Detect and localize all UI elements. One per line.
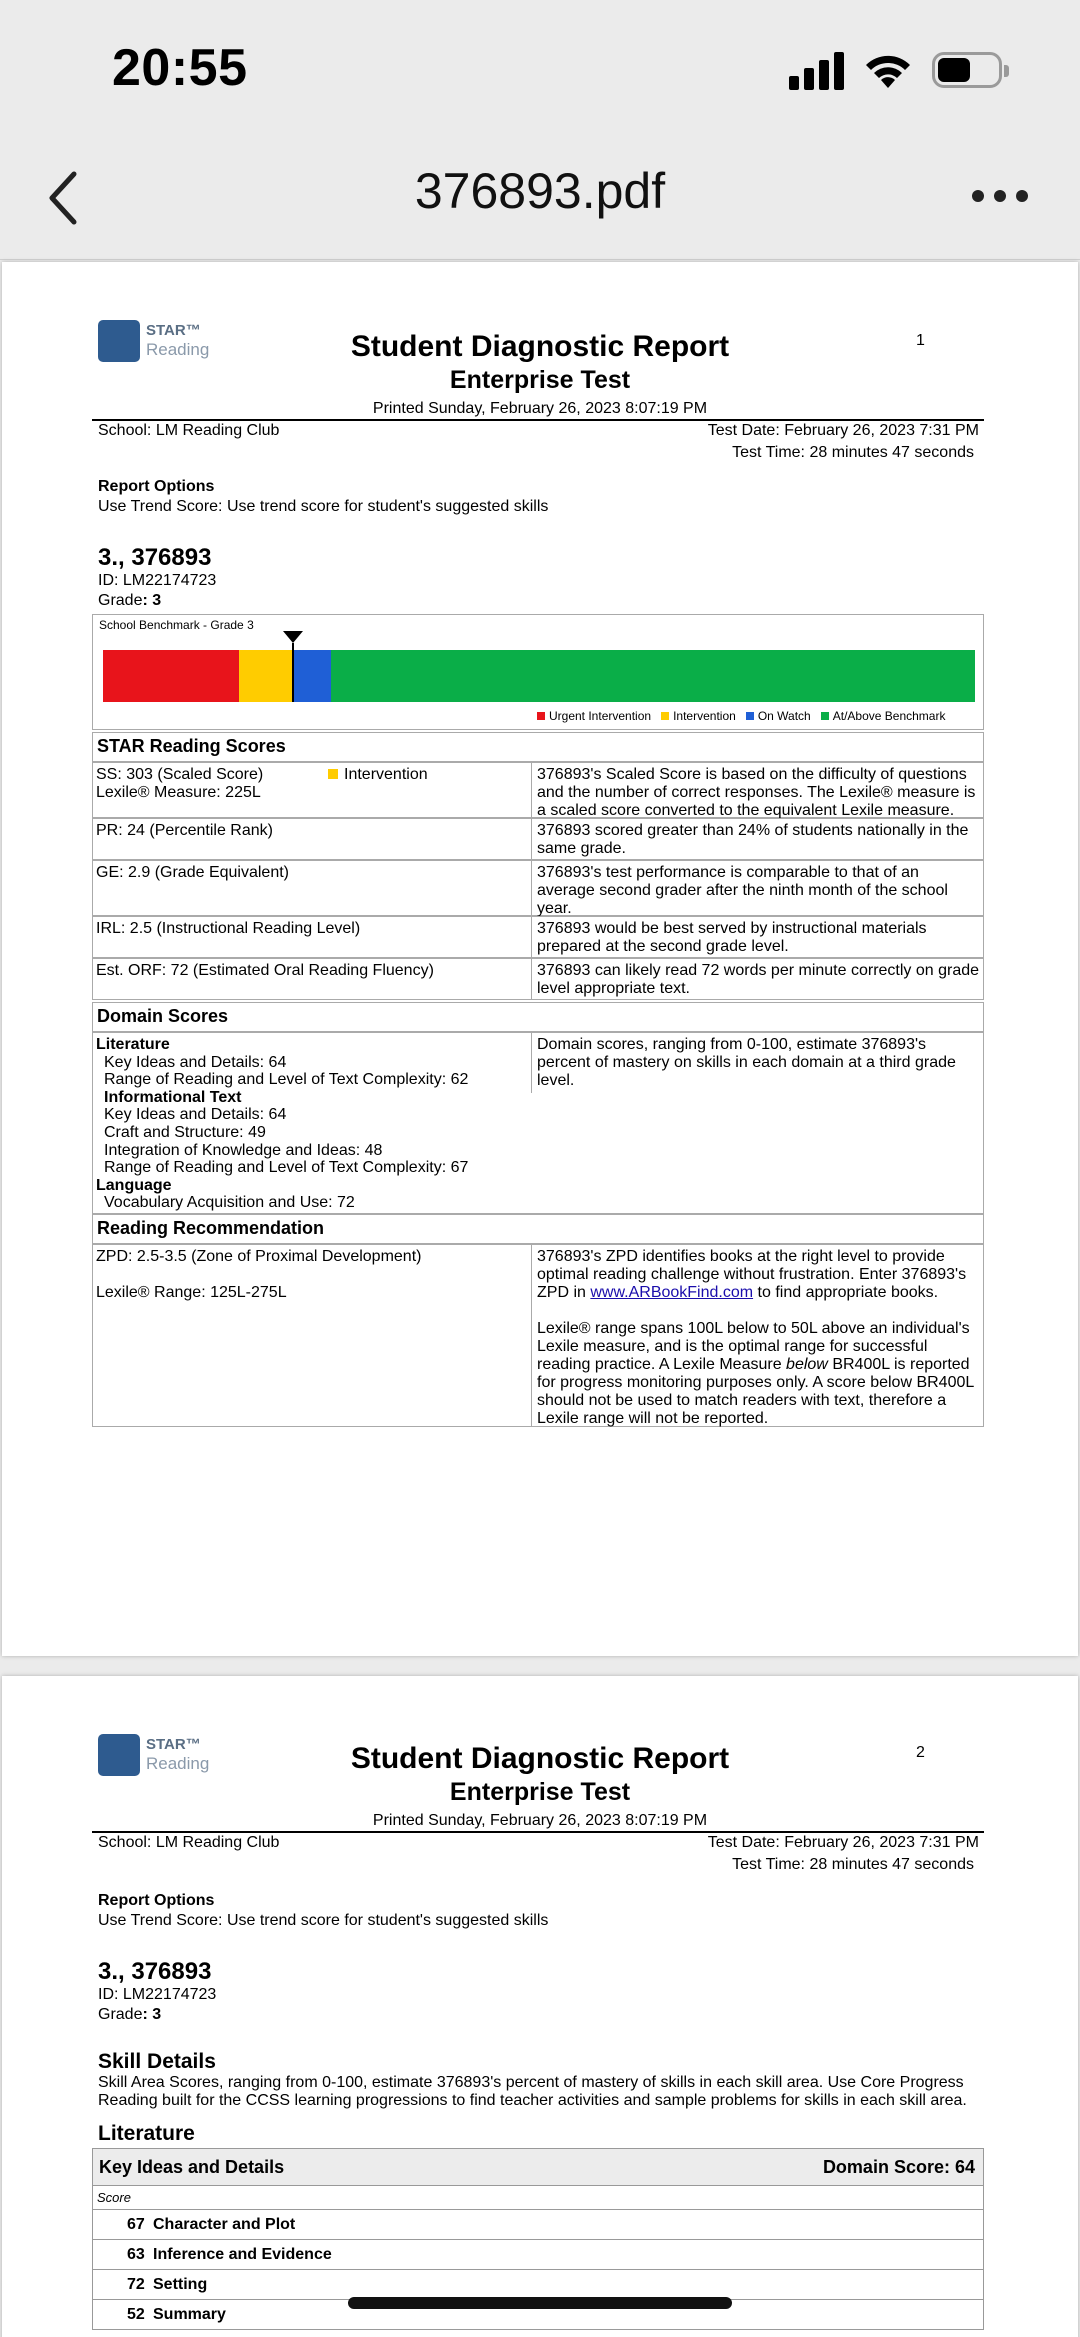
report-title: Student Diagnostic Report <box>350 1742 730 1775</box>
nav-bar <box>0 140 1080 260</box>
report-options-label: Report Options <box>98 478 215 495</box>
school-name: School: LM Reading Club <box>98 1834 280 1851</box>
lexile-note-emphasis: below <box>786 1356 828 1373</box>
student-id: ID: LM22174723 <box>98 572 217 589</box>
score-marker-line <box>292 643 294 702</box>
legend-intervention: Intervention <box>673 709 736 723</box>
printed-date: Printed Sunday, February 26, 2023 8:07:19 PM <box>372 400 708 417</box>
status-bar <box>0 0 1080 140</box>
score-row-ge <box>92 860 984 916</box>
benchmark-segment-2 <box>292 650 331 702</box>
domain-scores-header: Domain Scores <box>92 1002 984 1032</box>
header-rule <box>92 419 984 421</box>
home-indicator <box>348 2297 732 2309</box>
intervention-badge <box>328 766 428 784</box>
lexile-measure: Lexile® Measure: 225L <box>96 784 261 801</box>
grade-value: : 3 <box>142 2006 162 2023</box>
ge-description: 376893's test performance is comparable to that of an average second grader after the ninth month of the school year. <box>537 864 948 917</box>
printed-date: Printed Sunday, February 26, 2023 8:07:19 PM <box>372 1812 708 1829</box>
report-options-text: Use Trend Score: Use trend score for student's suggested skills <box>98 498 549 515</box>
lexile-note <box>537 1320 981 1428</box>
report-options-label: Report Options <box>98 1892 215 1909</box>
domain-line: Key Ideas and Details: 64 <box>104 1053 287 1071</box>
report-title: Student Diagnostic Report <box>350 330 730 363</box>
zpd-note-end: to find appropriate books. <box>757 1284 939 1301</box>
skill-name: Setting <box>153 2276 208 2293</box>
orf-text: Est. ORF: 72 (Estimated Oral Reading Fluency) <box>96 962 434 979</box>
domain-score: Domain Score: 64 <box>822 2157 975 2177</box>
document-title: 376893.pdf <box>414 163 666 219</box>
battery-icon <box>932 52 1002 88</box>
recommendation-row <box>92 1244 984 1427</box>
pr-description: 376893 scored greater than 24% of students nationally in the same grade. <box>537 822 969 857</box>
ss-text: SS: 303 (Scaled Score) <box>96 766 264 783</box>
domain-line: Craft and Structure: 49 <box>104 1124 266 1141</box>
legend-urgent: Urgent Intervention <box>549 709 652 723</box>
domain-line: Key Ideas and Details: 64 <box>104 1106 287 1124</box>
student-grade <box>98 2006 161 2024</box>
pdf-page-1[interactable] <box>2 262 1078 1656</box>
skill-score: 63 <box>127 2246 145 2263</box>
score-row-pr <box>92 818 984 860</box>
test-date: Test Date: February 26, 2023 7:31 PM <box>707 422 979 439</box>
zpd-note-text: 376893's ZPD identifies books at the right level to provide optimal reading challenge without frustration. Enter 376893's ZPD in <box>537 1248 967 1301</box>
ge-text: GE: 2.9 (Grade Equivalent) <box>96 864 289 881</box>
skill-name: Character and Plot <box>153 2216 296 2233</box>
report-options-text: Use Trend Score: Use trend score for student's suggested skills <box>98 1912 549 1929</box>
domain-line: Vocabulary Acquisition and Use: 72 <box>104 1194 355 1212</box>
test-time: Test Time: 28 minutes 47 seconds <box>732 1856 974 1873</box>
zpd-note <box>537 1248 981 1302</box>
skill-score: 72 <box>127 2276 145 2293</box>
skill-score: 52 <box>127 2306 145 2323</box>
page-number: 2 <box>916 1744 925 1761</box>
key-ideas-label: Key Ideas and Details <box>99 2157 285 2177</box>
benchmark-chart <box>92 614 984 730</box>
domain-line: Literature <box>96 1036 170 1053</box>
domain-line: Integration of Knowledge and Ideas: 48 <box>104 1141 383 1159</box>
logo-star-text: STAR™ <box>146 1736 201 1753</box>
skill-row <box>92 2240 984 2270</box>
skill-score: 67 <box>127 2216 145 2233</box>
domain-line: Range of Reading and Level of Text Complexity: 62 <box>104 1071 469 1089</box>
key-ideas-header <box>92 2148 984 2186</box>
logo-reading-text: Reading <box>146 1754 210 1773</box>
domain-line: Range of Reading and Level of Text Complexity: 67 <box>104 1159 469 1177</box>
skill-row <box>92 2270 984 2300</box>
score-row-irl <box>92 916 984 958</box>
more-options-icon[interactable] <box>972 190 1028 210</box>
skill-details-text-1: Skill Area Scores, ranging from 0-100, estimate 376893's percent of mastery of skills in each skill area. Use Core Progress <box>98 2074 964 2091</box>
report-subtitle: Enterprise Test <box>449 1778 631 1806</box>
reading-recommendation-header: Reading Recommendation <box>92 1214 984 1244</box>
logo-reading-text: Reading <box>146 340 210 359</box>
domain-scores-row <box>92 1032 984 1214</box>
header-rule <box>92 1831 984 1833</box>
benchmark-segment-3 <box>331 650 975 702</box>
logo-star-text: STAR™ <box>146 322 201 339</box>
orf-description: 376893 can likely read 72 words per minute correctly on grade level appropriate text. <box>537 962 980 997</box>
report-subtitle: Enterprise Test <box>449 366 631 394</box>
school-name: School: LM Reading Club <box>98 422 280 439</box>
lexile-range: Lexile® Range: 125L-275L <box>96 1284 287 1301</box>
skill-details-title: Skill Details <box>98 2050 216 2073</box>
benchmark-segment-1 <box>239 650 292 702</box>
grade-value: : 3 <box>142 592 162 609</box>
legend-at-above: At/Above Benchmark <box>832 709 946 723</box>
lexile-note-end: BR400L is reported for progress monitoring purposes only. A score below BR400L should not be used to match readers with text, therefore a Lexile range will not be reported. <box>537 1356 974 1427</box>
zpd-text: ZPD: 2.5-3.5 (Zone of Proximal Development) <box>96 1248 422 1265</box>
pdf-page-2[interactable] <box>2 1676 1078 2337</box>
intervention-badge-label: Intervention <box>344 766 428 783</box>
score-row-orf <box>92 958 984 1000</box>
ss-description: 376893's Scaled Score is based on the difficulty of questions and the number of correct responses. The Lexile® measure is a scaled score converted to the equivalent Lexile measure. <box>537 766 976 819</box>
page-number: 1 <box>916 332 925 349</box>
student-name: 3., 376893 <box>98 544 212 571</box>
arbookfind-link[interactable]: www.ARBookFind.com <box>590 1284 754 1301</box>
domain-line: Informational Text <box>104 1088 242 1106</box>
skill-name: Inference and Evidence <box>153 2246 332 2263</box>
literature-heading: Literature <box>98 2122 195 2145</box>
student-name: 3., 376893 <box>98 1958 212 1985</box>
skill-details-text-2: Reading built for the CCSS learning progressions to find teacher activities and sample problems for skills in each skill area. <box>98 2092 967 2109</box>
test-time: Test Time: 28 minutes 47 seconds <box>732 444 974 461</box>
skill-name: Summary <box>153 2306 226 2323</box>
irl-description: 376893 would be best served by instructional materials prepared at the second grade level. <box>537 920 927 955</box>
student-grade <box>98 592 161 610</box>
skill-row <box>92 2210 984 2240</box>
score-marker-icon <box>283 631 303 643</box>
test-date: Test Date: February 26, 2023 7:31 PM <box>707 1834 979 1851</box>
legend-on-watch: On Watch <box>757 709 811 723</box>
benchmark-label: School Benchmark - Grade 3 <box>99 618 254 632</box>
wifi-icon <box>863 50 913 90</box>
benchmark-legend <box>537 709 945 723</box>
clock: 20:55 <box>112 39 248 97</box>
domain-line: Language <box>96 1176 172 1194</box>
irl-text: IRL: 2.5 (Instructional Reading Level) <box>96 920 361 937</box>
grade-label: Grade <box>98 2006 143 2023</box>
score-label-row: Score <box>92 2186 984 2210</box>
score-row-ss <box>92 762 984 818</box>
cellular-signal-icon <box>789 50 845 90</box>
benchmark-segment-0 <box>103 650 239 702</box>
student-id: ID: LM22174723 <box>98 1986 217 2003</box>
lexile-note-text: Lexile® range spans 100L below to 50L above an individual's Lexile measure, and is the optimal range for successful reading practice. A Lexile Measure <box>537 1320 970 1373</box>
pr-text: PR: 24 (Percentile Rank) <box>96 822 273 839</box>
domain-note: Domain scores, ranging from 0-100, estimate 376893's percent of mastery on skills in each domain at a third grade level. <box>537 1036 956 1089</box>
grade-label: Grade <box>98 592 143 609</box>
star-scores-header: STAR Reading Scores <box>92 732 984 762</box>
